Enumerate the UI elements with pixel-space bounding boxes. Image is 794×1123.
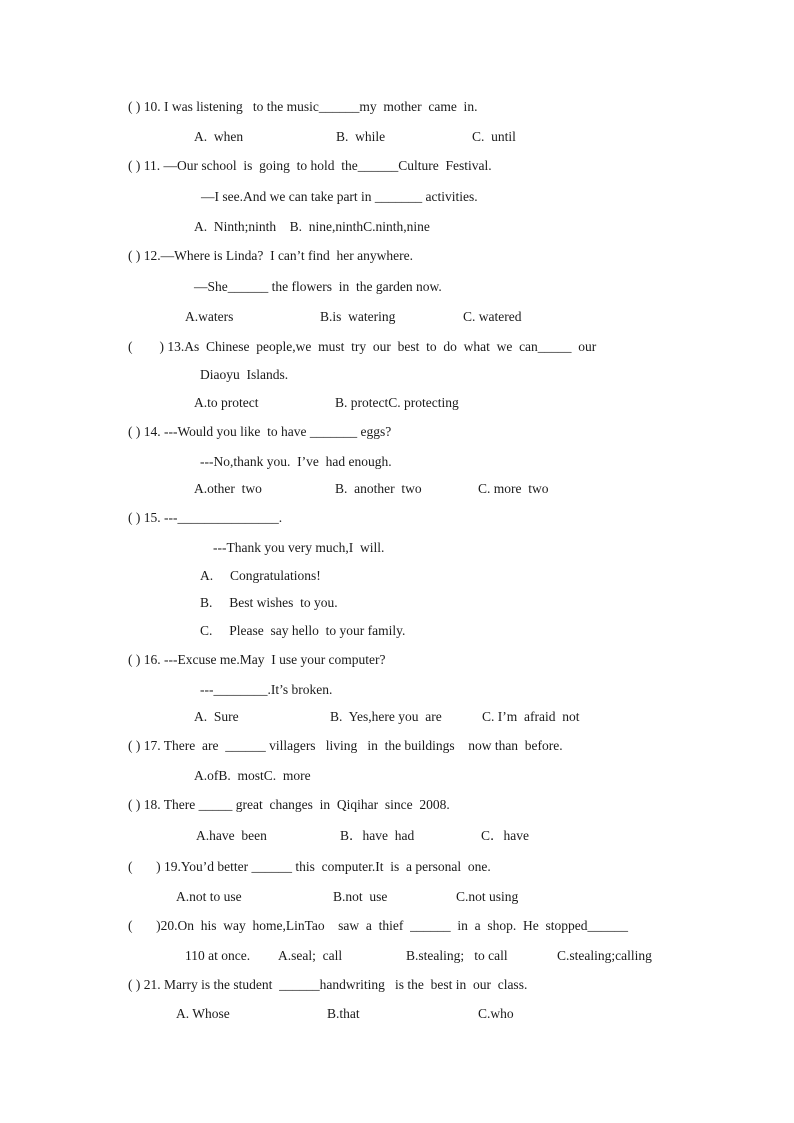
question-16-option-b: B. Yes,here you are (330, 709, 442, 724)
question-14-line-1: ---No,thank you. I’ve had enough. (200, 454, 392, 469)
question-20-continuation: 110 at once. (185, 948, 251, 963)
question-18-option-b: B．have had (340, 828, 415, 843)
question-14-option-a: A.other two (194, 481, 262, 496)
question-13-option-bc: B. protectC. protecting (335, 395, 459, 410)
question-19-stem: ( ) 19.You’d better ______ this computer.It is a personal one. (128, 859, 491, 874)
question-13-stem: ( ) 13.As Chinese people,we must try our best to do what we can_____ our (128, 339, 597, 354)
question-11-options: A. Ninth;ninth B. nine,ninthC.ninth,nine (194, 219, 430, 234)
question-20-option-a: A.seal; call (278, 948, 343, 963)
question-16-option-c: C. I’m afraid not (482, 709, 580, 724)
question-13-option-a: A.to protect (194, 395, 259, 410)
question-15-line-1: ---Thank you very much,I will. (213, 540, 385, 555)
question-16-line-1: ---________.It’s broken. (200, 682, 333, 697)
question-12-option-c: C. watered (463, 309, 522, 324)
question-21-option-a: A. Whose (176, 1006, 230, 1021)
question-11-line-1: —I see.And we can take part in _______ activities. (201, 189, 478, 204)
question-18-stem: ( ) 18. There _____ great changes in Qiqihar since 2008. (128, 797, 450, 812)
question-21-option-c: C.who (478, 1006, 514, 1021)
question-21-stem: ( ) 21. Marry is the student ______handwriting is the best in our class. (128, 977, 528, 992)
question-16-option-a: A. Sure (194, 709, 239, 724)
question-14-stem: ( ) 14. ---Would you like to have _______ eggs? (128, 424, 392, 439)
question-12-line-1: —She______ the flowers in the garden now. (194, 279, 442, 294)
question-17-stem: ( ) 17. There are ______ villagers living in the buildings now than before. (128, 738, 563, 753)
question-21-option-b: B.that (327, 1006, 360, 1021)
question-17-options: A.ofB. mostC. more (194, 768, 311, 783)
question-10-stem: ( ) 10. I was listening to the music______my mother came in. (128, 99, 478, 114)
question-20-option-c: C.stealing;calling (557, 948, 652, 963)
question-12-option-b: B.is watering (320, 309, 396, 324)
question-19-option-b: B.not use (333, 889, 388, 904)
question-16-stem: ( ) 16. ---Excuse me.May I use your computer? (128, 652, 386, 667)
question-19-option-c: C.not using (456, 889, 519, 904)
question-10-option-a: A. when (194, 129, 244, 144)
question-13-line-1: Diaoyu Islands. (200, 367, 289, 382)
question-10-option-b: B. while (336, 129, 386, 144)
question-18-option-a: A.have been (196, 828, 267, 843)
question-15-stem: ( ) 15. ---_______________. (128, 510, 283, 525)
question-20-option-b: B.stealing; to call (406, 948, 508, 963)
question-18-option-c: C．have (481, 828, 529, 843)
question-20-stem: ( )20.On his way home,LinTao saw a thief ______ in a shop. He stopped______ (128, 918, 628, 933)
question-11-stem: ( ) 11. —Our school is going to hold the______Culture Festival. (128, 158, 492, 173)
question-19-option-a: A.not to use (176, 889, 242, 904)
question-15-option-c: C. Please say hello to your family. (200, 623, 406, 638)
question-14-option-b: B. another two (335, 481, 422, 496)
question-10-option-c: C. until (472, 129, 516, 144)
question-15-option-b: B. Best wishes to you. (200, 595, 338, 610)
question-14-option-c: C. more two (478, 481, 549, 496)
question-12-stem: ( ) 12.—Where is Linda? I can’t find her anywhere. (128, 248, 414, 263)
question-15-option-a: A. Congratulations! (200, 568, 321, 583)
question-12-option-a: A.waters (185, 309, 234, 324)
